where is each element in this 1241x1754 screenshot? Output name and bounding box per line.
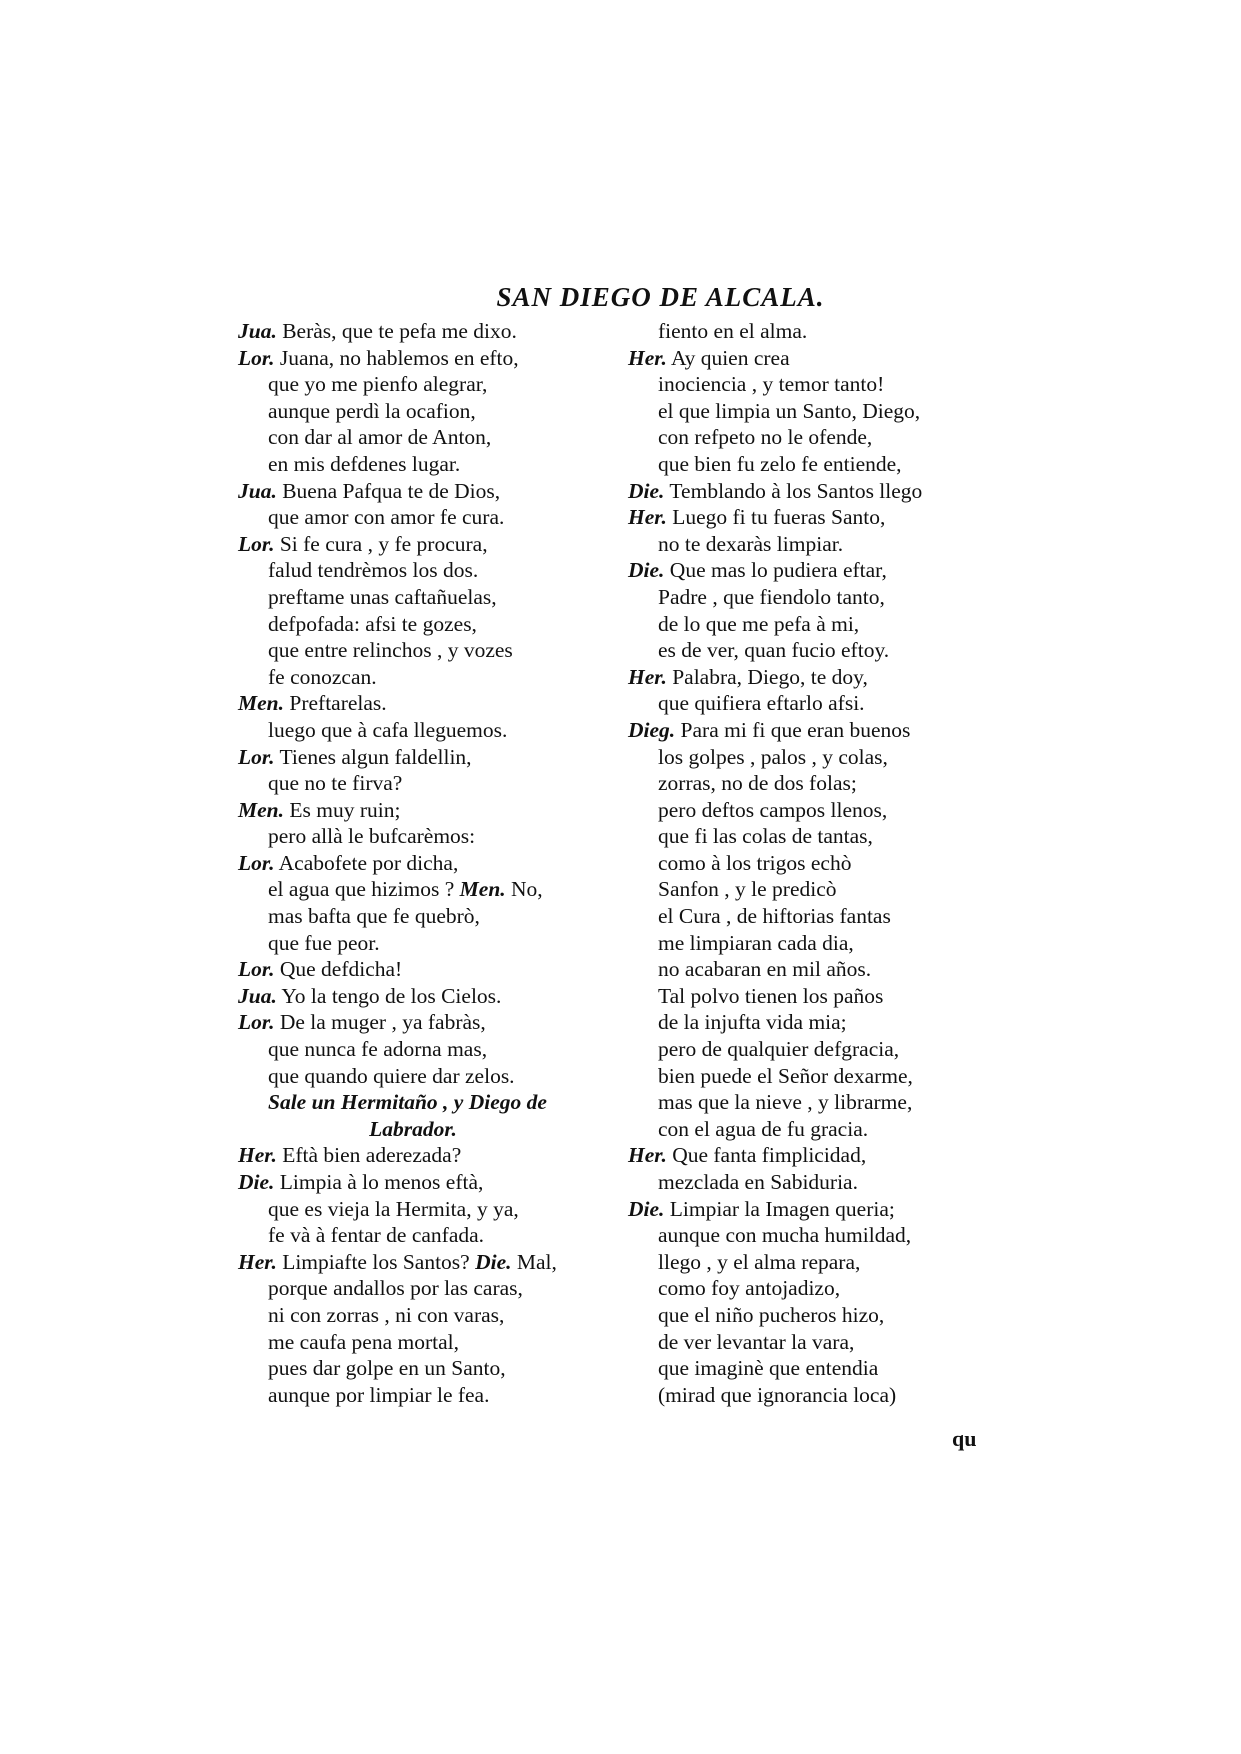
speaker-label: Her. <box>238 1249 277 1274</box>
verse-line <box>238 1009 648 1036</box>
verse-text: Ay quien crea <box>671 345 790 370</box>
verse-text: mezclada en Sabiduria. <box>658 1170 858 1194</box>
verse-text: de la injufta vida mia; <box>658 1010 847 1035</box>
verse-text: no te dexaràs limpiar. <box>658 531 844 556</box>
verse-text: inociencia , y temor tanto! <box>658 372 885 397</box>
verse-text: que no te firva? <box>268 771 403 796</box>
verse-line <box>628 1142 1018 1169</box>
verse-line <box>628 664 1018 691</box>
verse-text: Para mi fi que eran buenos <box>680 717 911 742</box>
verse-line <box>628 451 1018 478</box>
verse-text: me caufa pena mortal, <box>268 1329 460 1354</box>
verse-line <box>238 1169 648 1196</box>
verse-text: Padre , que fiendolo tanto, <box>658 584 885 609</box>
verse-line <box>238 1036 648 1063</box>
verse-text: Tal polvo tienen los paños <box>658 983 884 1008</box>
stage-direction: Labrador. <box>369 1116 457 1141</box>
verse-text: que yo me pienfo alegrar, <box>268 372 488 397</box>
verse-text: Temblando à los Santos llego <box>669 478 923 503</box>
verse-text: es de ver, quan fucio eftoy. <box>658 638 890 663</box>
verse-line <box>238 690 648 717</box>
speaker-label: Jua. <box>238 983 277 1008</box>
verse-line <box>238 876 648 903</box>
verse-text: con el agua de fu gracia. <box>658 1116 869 1141</box>
verse-line <box>628 1116 1018 1143</box>
verse-text: Luego fi tu fueras Santo, <box>672 505 886 530</box>
verse-line <box>238 903 648 930</box>
speaker-label: Lor. <box>238 531 275 556</box>
verse-text: Buena Pafqua te de Dios, <box>282 478 501 503</box>
verse-line <box>628 1355 1018 1382</box>
verse-text: ni con zorras , ni con varas, <box>268 1302 505 1327</box>
verse-line <box>238 956 648 983</box>
verse-line <box>628 823 1018 850</box>
verse-line <box>628 1382 1018 1409</box>
verse-line <box>238 1222 648 1249</box>
verse-line <box>238 797 648 824</box>
verse-line <box>628 398 1018 425</box>
verse-line <box>238 850 648 877</box>
verse-line <box>628 1302 1018 1329</box>
verse-text: Que defdicha! <box>279 957 403 982</box>
verse-line <box>238 398 648 425</box>
verse-text: con dar al amor de Anton, <box>268 425 492 450</box>
verse-text: como à los trigos echò <box>658 850 852 875</box>
verse-text: Preftarelas. <box>289 691 387 716</box>
verse-line <box>238 1382 648 1409</box>
verse-text: No, <box>511 877 543 902</box>
verse-line <box>238 744 648 771</box>
verse-text: Es muy ruin; <box>289 797 401 822</box>
catchword: qu <box>952 1426 977 1451</box>
verse-text: pues dar golpe en un Santo, <box>268 1356 506 1381</box>
verse-line <box>628 1329 1018 1356</box>
verse-line <box>238 770 648 797</box>
verse-text: pero deftos campos llenos, <box>658 797 888 822</box>
verse-text: que bien fu zelo fe entiende, <box>658 451 902 476</box>
verse-line <box>238 584 648 611</box>
verse-text: Eftà bien aderezada? <box>282 1143 462 1168</box>
verse-line <box>628 983 1018 1010</box>
verse-text: que quando quiere dar zelos. <box>268 1063 515 1088</box>
speaker-label: Her. <box>238 1143 277 1168</box>
verse-text: con refpeto no le ofende, <box>658 425 873 450</box>
speaker-label: Her. <box>628 1143 667 1168</box>
verse-text: que nunca fe adorna mas, <box>268 1037 488 1062</box>
verse-text: fiento en el alma. <box>658 319 808 343</box>
verse-text: luego que à cafa lleguemos. <box>268 717 508 742</box>
verse-line <box>628 690 1018 717</box>
speaker-label: Lor. <box>238 345 275 370</box>
verse-text: que fi las colas de tantas, <box>658 824 873 849</box>
verse-text: falud tendrèmos los dos. <box>268 558 479 583</box>
verse-text: Mal, <box>516 1249 557 1274</box>
verse-text: de ver levantar la vara, <box>658 1329 855 1354</box>
verse-line <box>628 903 1018 930</box>
verse-line <box>628 557 1018 584</box>
verse-text: que entre relinchos , y vozes <box>268 638 513 663</box>
speaker-label: Dieg. <box>628 717 676 742</box>
verse-line <box>628 1036 1018 1063</box>
verse-text: que quifiera eftarlo afsi. <box>658 691 865 716</box>
verse-text: De la muger , ya fabràs, <box>279 1010 486 1035</box>
stage-direction: Sale un Hermitaño , y Diego de <box>268 1090 547 1115</box>
verse-line <box>238 637 648 664</box>
speaker-label: Die. <box>238 1170 275 1194</box>
verse-text: Limpia à lo menos eftà, <box>279 1170 484 1194</box>
speaker-label: Die. <box>628 478 665 503</box>
speaker-label: Die. <box>475 1249 512 1274</box>
verse-line <box>238 371 648 398</box>
verse-text: fe và à fentar de canfada. <box>268 1223 485 1248</box>
verse-text: en mis defdenes lugar. <box>268 451 461 476</box>
verse-line <box>628 611 1018 638</box>
verse-text: Que fanta fimplicidad, <box>672 1143 867 1168</box>
verse-line <box>238 823 648 850</box>
verse-line <box>628 1222 1018 1249</box>
speaker-label: Lor. <box>238 744 275 769</box>
verse-text: que es vieja la Hermita, y ya, <box>268 1196 519 1221</box>
verse-text: que el niño pucheros hizo, <box>658 1302 885 1327</box>
verse-line <box>238 478 648 505</box>
verse-text: Sanfon , y le predicò <box>658 877 837 902</box>
verse-line <box>628 504 1018 531</box>
verse-line <box>628 797 1018 824</box>
verse-text: aunque por limpiar le fea. <box>268 1382 490 1407</box>
verse-text: de lo que me pefa à mi, <box>658 611 860 636</box>
verse-text: el que limpia un Santo, Diego, <box>658 398 921 423</box>
speaker-label: Men. <box>238 691 284 716</box>
speaker-label: Die. <box>628 558 665 583</box>
verse-line <box>238 1116 648 1143</box>
verse-text: aunque con mucha humildad, <box>658 1223 912 1248</box>
verse-line <box>238 664 648 691</box>
verse-line <box>238 1275 648 1302</box>
verse-text: mas que la nieve , y librarme, <box>658 1090 913 1115</box>
verse-line <box>238 1089 648 1116</box>
verse-text: que fue peor. <box>268 930 380 955</box>
speaker-label: Die. <box>628 1196 665 1221</box>
verse-line <box>628 770 1018 797</box>
verse-text: como foy antojadizo, <box>658 1276 841 1301</box>
verse-text: Beràs, que te pefa me dixo. <box>282 319 517 343</box>
verse-line <box>238 983 648 1010</box>
verse-text: me limpiaran cada dia, <box>658 930 854 955</box>
verse-text: mas bafta que fe quebrò, <box>268 904 480 929</box>
verse-line <box>238 930 648 957</box>
verse-line <box>628 345 1018 372</box>
verse-line <box>628 876 1018 903</box>
verse-line <box>628 478 1018 505</box>
verse-line <box>238 717 648 744</box>
verse-line <box>628 1063 1018 1090</box>
verse-line <box>628 1009 1018 1036</box>
verse-text: Juana, no hablemos en efto, <box>279 345 519 370</box>
left-column <box>238 318 648 1408</box>
verse-line <box>628 318 1018 345</box>
verse-line <box>628 850 1018 877</box>
verse-line <box>238 1329 648 1356</box>
verse-text: (mirad que ignorancia loca) <box>658 1382 897 1407</box>
verse-line <box>238 451 648 478</box>
verse-line <box>628 424 1018 451</box>
verse-line <box>628 717 1018 744</box>
verse-text: Que mas lo pudiera eftar, <box>669 558 887 583</box>
verse-line <box>238 1302 648 1329</box>
verse-text: aunque perdì la ocafion, <box>268 398 476 423</box>
verse-line <box>238 345 648 372</box>
speaker-label: Men. <box>459 877 506 902</box>
verse-line <box>238 1063 648 1090</box>
speaker-label: Jua. <box>238 319 277 343</box>
verse-line <box>238 557 648 584</box>
verse-text: llego , y el alma repara, <box>658 1249 861 1274</box>
verse-line <box>238 531 648 558</box>
verse-line <box>238 1142 648 1169</box>
speaker-label: Men. <box>238 797 284 822</box>
verse-line <box>628 1089 1018 1116</box>
right-column <box>628 318 1018 1408</box>
verse-text: Limpiafte los Santos? <box>282 1249 470 1274</box>
verse-text: Acabofete por dicha, <box>278 850 459 875</box>
verse-text: fe conozcan. <box>268 664 377 689</box>
verse-text: Yo la tengo de los Cielos. <box>281 983 502 1008</box>
verse-line <box>628 637 1018 664</box>
verse-text: porque andallos por las caras, <box>268 1276 523 1301</box>
speaker-label: Lor. <box>238 850 275 875</box>
verse-text: defpofada: afsi te gozes, <box>268 611 477 636</box>
verse-text: que imaginè que entendia <box>658 1356 879 1381</box>
speaker-label: Jua. <box>238 478 277 503</box>
running-head: SAN DIEGO DE ALCALA. <box>496 282 825 312</box>
verse-text: los golpes , palos , y colas, <box>658 744 888 769</box>
verse-text: zorras, no de dos folas; <box>658 771 857 796</box>
verse-text: pero allà le bufcarèmos: <box>268 824 476 849</box>
verse-line <box>628 1275 1018 1302</box>
verse-line <box>238 318 648 345</box>
verse-text: Si fe cura , y fe procura, <box>279 531 488 556</box>
verse-line <box>238 424 648 451</box>
verse-text: bien puede el Señor dexarme, <box>658 1063 913 1088</box>
verse-line <box>628 531 1018 558</box>
verse-line <box>628 1196 1018 1223</box>
verse-line <box>238 1249 648 1276</box>
verse-text: Palabra, Diego, te doy, <box>672 664 868 689</box>
speaker-label: Lor. <box>238 1010 275 1035</box>
verse-text: Tienes algun faldellin, <box>279 744 472 769</box>
verse-text: el agua que hizimos ? <box>268 877 455 902</box>
verse-line <box>238 504 648 531</box>
verse-line <box>628 1169 1018 1196</box>
verse-text: el Cura , de hiftorias fantas <box>658 904 891 929</box>
verse-text: pero de qualquier defgracia, <box>658 1037 900 1062</box>
speaker-label: Lor. <box>238 957 275 982</box>
verse-text: no acabaran en mil años. <box>658 957 872 982</box>
verse-line <box>628 930 1018 957</box>
verse-line <box>238 1355 648 1382</box>
verse-text: preftame unas caftañuelas, <box>268 584 497 609</box>
verse-line <box>628 1249 1018 1276</box>
speaker-label: Her. <box>628 505 667 530</box>
verse-line <box>238 611 648 638</box>
speaker-label: Her. <box>628 345 667 370</box>
verse-line <box>628 956 1018 983</box>
verse-line <box>628 584 1018 611</box>
verse-text: Limpiar la Imagen queria; <box>669 1196 895 1221</box>
verse-line <box>628 371 1018 398</box>
verse-line <box>238 1196 648 1223</box>
speaker-label: Her. <box>628 664 667 689</box>
verse-text: que amor con amor fe cura. <box>268 505 505 530</box>
verse-line <box>628 744 1018 771</box>
